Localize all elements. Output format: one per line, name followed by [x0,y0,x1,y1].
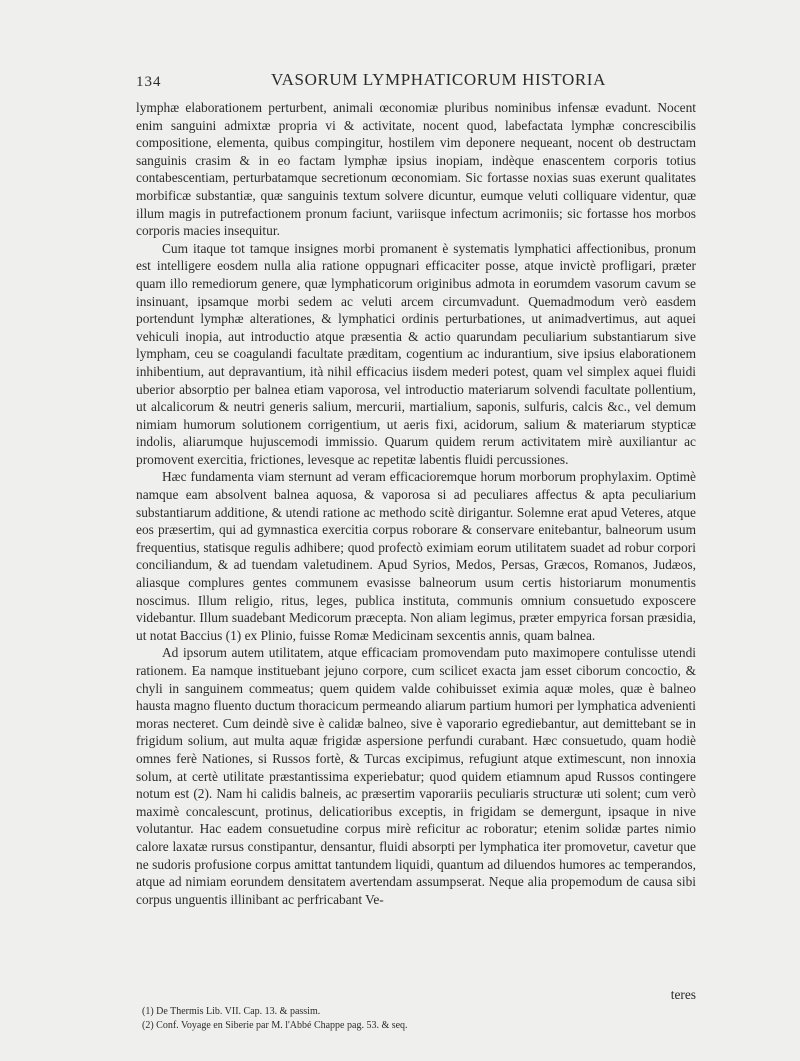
paragraph-2: Cum itaque tot tamque insignes morbi promanent è systematis lymphatici affectionibus, pronum est intelligere eosdem nulla alia ratione oppugnari efficaciter posse, atque invictè profligari, præter quam illo remediorum genere, quæ lymphaticorum originibus admota in eorumdem vasorum cavum se insinuant, ipsamque morbi sedem ac veluti arcem circumvadunt. Quemadmodum verò easdem portendunt lymphæ alterationes, & lymphatici ordinis perturbationes, ut animadvertimus, aut aquei vehiculi inopia, aut introductio atque præsentia & actio quarundam peculiarium substantiarum sive lympham, ceu se coagulandi facultate præditam, cogentium ac indurantium, sive ipsius elaborationem inhibentium, aut depravantium, ità nihil efficacius iisdem mederi potest, quam vel simplex aquei fluidi uberior absorptio per balnea etiam vaporosa, vel introductio materiarum solvendi facultate pollentium, ut alcalicorum & neutri generis salium, mercurii, martialium, saponis, sulfuris, calcis &c., vel demum nimiam humorum solutionem corrigentium, ut aeris fixi, acidorum, salium & materiarum stypticæ indolis, aliarumque hujuscemodi immissio. Quarum quidem rerum activitatem mirè auxiliantur ac promovent exercitia, frictiones, levesque ac repetitæ labentis fluidi percussiones. [136,240,696,467]
page-number: 134 [136,74,162,90]
body-text [136,99,696,908]
footnotes [142,1005,702,1032]
footnote-2: (2) Conf. Voyage en Siberie par M. l'Abbé Chappe pag. 53. & seq. [142,1019,408,1031]
page-header [136,70,696,92]
paragraph-4: Ad ipsorum autem utilitatem, atque efficaciam promovendam puto maximopere contulisse utendi rationem. Ea namque instituebant jejuno corpore, cum scilicet exacta jam esset ciborum concoctio, & chyli in sanguinem commeatus; quem quidem valde cohibuisset eximia aquæ moles, quæ è balneo hausta magno fluento ductum thoracicum permeando aliarum partium humori per lymphatica advenienti moras necteret. Cum deindè sive è calidæ balneo, sive è vaporario egrediebantur, aut demittebant se in frigidum solium, aut multa aquæ frigidæ aspersione perfundi curabant. Hæc consuetudo, quam hodiè omnes ferè Nationes, si Russos fortè, & Turcas excipimus, refugiunt atque extimescunt, non innoxia solum, at certè utilitate præstantissima experiebatur; quod quidem etiamnum apud Russos contingere notum est (2). Nam hi calidis balneis, ac præsertim vaporariis peculiaris structuræ uti solent; cum verò maximè concalescunt, protinus, delicatioribus exceptis, in frigidam se demergunt, ipsaque in nive volutantur. Hac eadem consuetudine corpus mirè reficitur ac roboratur; etenim solidæ partes nimio calore laxatæ rursus constipantur, densantur, fluidi absorpti per lymphatica iter promovetur, cavetur que ne sudoris profusione corpus amittat tantundem liquidi, quantum ad diluendos humores ac temperandos, atque ad nimiam eorundem densitatem avertendam assumpserat. Neque alia propemodum de causa sibi corpus unguentis illinibant ac perfricabant Ve- [136,645,696,907]
catchword: teres [670,987,696,1002]
paragraph-1: lymphæ elaborationem perturbent, animali œconomiæ pluribus nominibus infensæ evadunt. Nocent enim sanguini admixtæ propria vi & activitate, nocent quod, labefactata lymphæ concrescibilis compositione, elementa, quibus compingitur, hostilem vim deponere nequeant, nocent ob destructam sanguinis crasim & in eo factam lymphæ ipsius inopiam, indèque enascentem corporis totius contabescentiam, perturbatamque secretionum œconomiam. Sic fortasse noxias suas exerunt qualitates morbificæ substantiæ, quæ sanguinis textum solvere dicuntur, eumque veluti colliquare videntur, quæ illum magis in putrefactionem pronum faciunt, variisque infectum acrimoniis; sic fortasse hos morbos corporis macies insequitur. [136,100,696,239]
footnote-1: (1) De Thermis Lib. VII. Cap. 13. & passim. [142,1006,321,1017]
running-title: VASORUM LYMPHATICORUM HISTORIA [271,70,606,89]
paragraph-3: Hæc fundamenta viam sternunt ad veram efficacioremque horum morborum prophylaxim. Optimè namque eam absolvent balnea aquosa, & vaporosa si ad peculiares affectus & apta peculiarium substantiarum additione, & utendi ratione ac methodo scitè dirigantur. Solemne erat apud Veteres, atque eos præsertim, qui ad gymnastica exercitia corpus roborare & conservare enitebantur, balneorum usum frequentius, statisque regulis adhibere; quod profectò eximiam eorum utilitatem suadet ad robur corpori conciliandum, & ad tuendam valetudinem. Apud Syrios, Medos, Persas, Græcos, Romanos, Judæos, aliasque complures gentes communem evasisse balneorum usum certis historiarum monumentis noscimus. Illum religio, ritus, leges, publica instituta, communis omnium consuetudo exposcere videbantur. Illum suadebant Medicorum præcepta. Non aliam legimus, præter empyrica forsan præsidia, ut notat Baccius (1) ex Plinio, fuisse Romæ Medicinam sexcentis annis, quam balnea. [136,469,696,643]
